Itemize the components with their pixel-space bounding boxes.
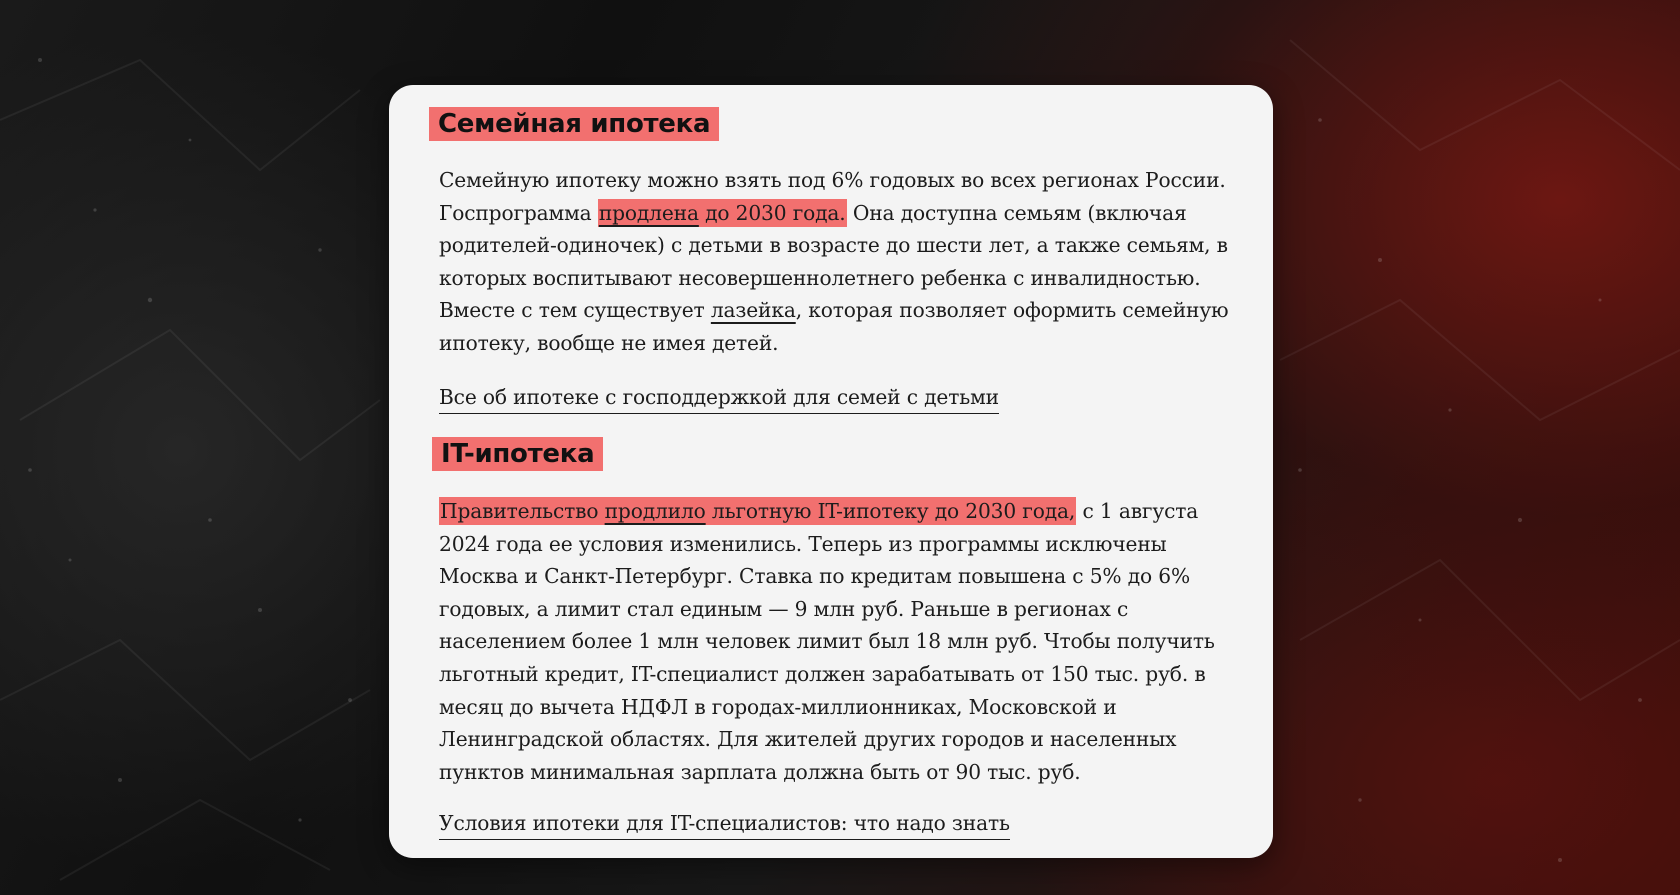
it-text-rest: с 1 августа 2024 года ее условия изменились. Теперь из программы исключены Москва и Санкт-Петербург. Ставка по кредитам повышена с 5% до 6% годовых, а лимит стал единым — 9 млн руб. Раньше в регионах с населением более 1 млн человек лимит был 18 млн руб. Чтобы получить льготный кредит, IT-специалист должен зарабатывать от 150 тыс. руб. в месяц до вычета НДФЛ в городах-миллионниках, Московской и Ленинградской областях. Для жителей других городов и населенных пунктов минимальная зарплата должна быть от 90 тыс. руб. [439,499,1215,784]
loophole-link[interactable]: лазейка [710,298,796,323]
section-title-family-mortgage: Семейная ипотека [429,107,719,141]
it-mortgage-more-link[interactable]: Условия ипотеки для IT-специалистов: что надо знать [439,808,1010,840]
article-card [389,85,1273,858]
it-mortgage-paragraph [439,495,1239,788]
it-extension-highlight [439,497,1076,525]
family-text-middle: Она доступна семьям (включая родителей-одиночек) с детьми в возрасте до шести лет, а также семьям, в которых воспитывают несовершеннолетнего ребенка с инвалидностью. Вместе с тем существует [439,200,1228,323]
family-text-start: Семейную ипотеку можно взять под 6% годовых во всех регионах России. Госпрограмма [439,168,1226,225]
extension-highlight-rest: до 2030 года. [698,200,846,225]
section-title-it-mortgage: IT-ипотека [432,437,603,471]
extended-it-link[interactable]: продлило [604,499,706,523]
extended-link[interactable]: продлена [598,200,699,225]
it-highlight-end: льготную IT-ипотеку до 2030 года, [705,499,1076,523]
extension-highlight [598,199,847,227]
family-text-end: , которая позволяет оформить семейную ипотеку, вообще не имея детей. [439,298,1229,355]
family-mortgage-paragraph [439,164,1239,360]
it-highlight-start: Правительство [440,499,605,523]
family-mortgage-more-link[interactable]: Все об ипотеке с господдержкой для семей с детьми [439,382,999,414]
